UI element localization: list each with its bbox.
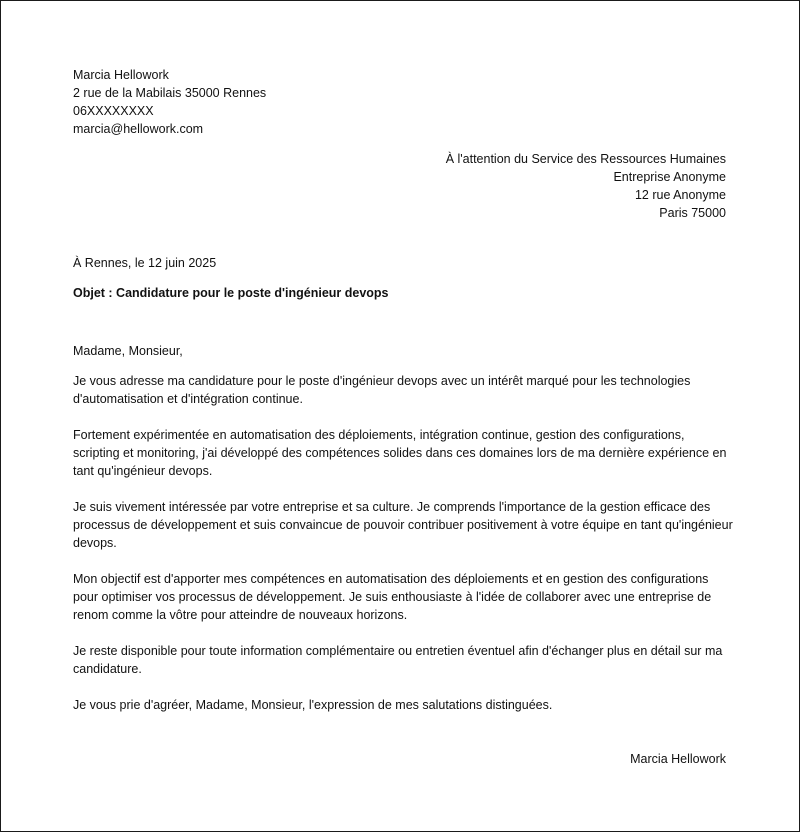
recipient-company: Entreprise Anonyme (613, 170, 726, 184)
sender-phone: 06XXXXXXXX (73, 104, 154, 118)
body-paragraph-4: Mon objectif est d'apporter mes compétences en automatisation des déploiements et en gestion des configurations pour optimiser vos processus de développement. Je suis enthousiaste à l'idée de collaborer avec une entreprise de renom comme la vôtre pour atteindre de nouveaux horizons. (73, 572, 712, 622)
recipient-street: 12 rue Anonyme (634, 188, 726, 202)
body-paragraph-1: Je vous adresse ma candidature pour le poste d'ingénieur devops avec un intérêt marqué pour les technologies d'automatisation et d'intégration continue. (73, 374, 691, 406)
body-paragraph-3: Je suis vivement intéressée par votre entreprise et sa culture. Je comprends l'importance de la gestion efficace des processus de développement et suis convaincue de pouvoir contribuer positivement à votre équipe en tant qu'ingénieur devops. (73, 500, 733, 550)
sender-name: Marcia Hellowork (73, 68, 169, 82)
salutation: Madame, Monsieur, (73, 344, 183, 358)
subject-line: Objet : Candidature pour le poste d'ingénieur devops (73, 286, 389, 300)
recipient-attention: À l'attention du Service des Ressources Humaines (445, 152, 726, 166)
sender-address: 2 rue de la Mabilais 35000 Rennes (73, 86, 267, 100)
sender-email: marcia@hellowork.com (73, 122, 204, 136)
signature: Marcia Hellowork (630, 752, 726, 766)
body-paragraph-2: Fortement expérimentée en automatisation des déploiements, intégration continue, gestion des configurations, scripting et monitoring, j'ai développé des compétences solides dans ces domaines lors de ma dernière expérience en tant qu'ingénieur devops. (73, 428, 727, 478)
body-paragraph-5: Je reste disponible pour toute information complémentaire ou entretien éventuel afin d'échanger plus en détail sur ma candidature. (73, 644, 723, 676)
body-paragraph-6: Je vous prie d'agréer, Madame, Monsieur, l'expression de mes salutations distinguées. (73, 698, 553, 712)
date-line: À Rennes, le 12 juin 2025 (73, 256, 217, 270)
recipient-city: Paris 75000 (659, 206, 726, 220)
